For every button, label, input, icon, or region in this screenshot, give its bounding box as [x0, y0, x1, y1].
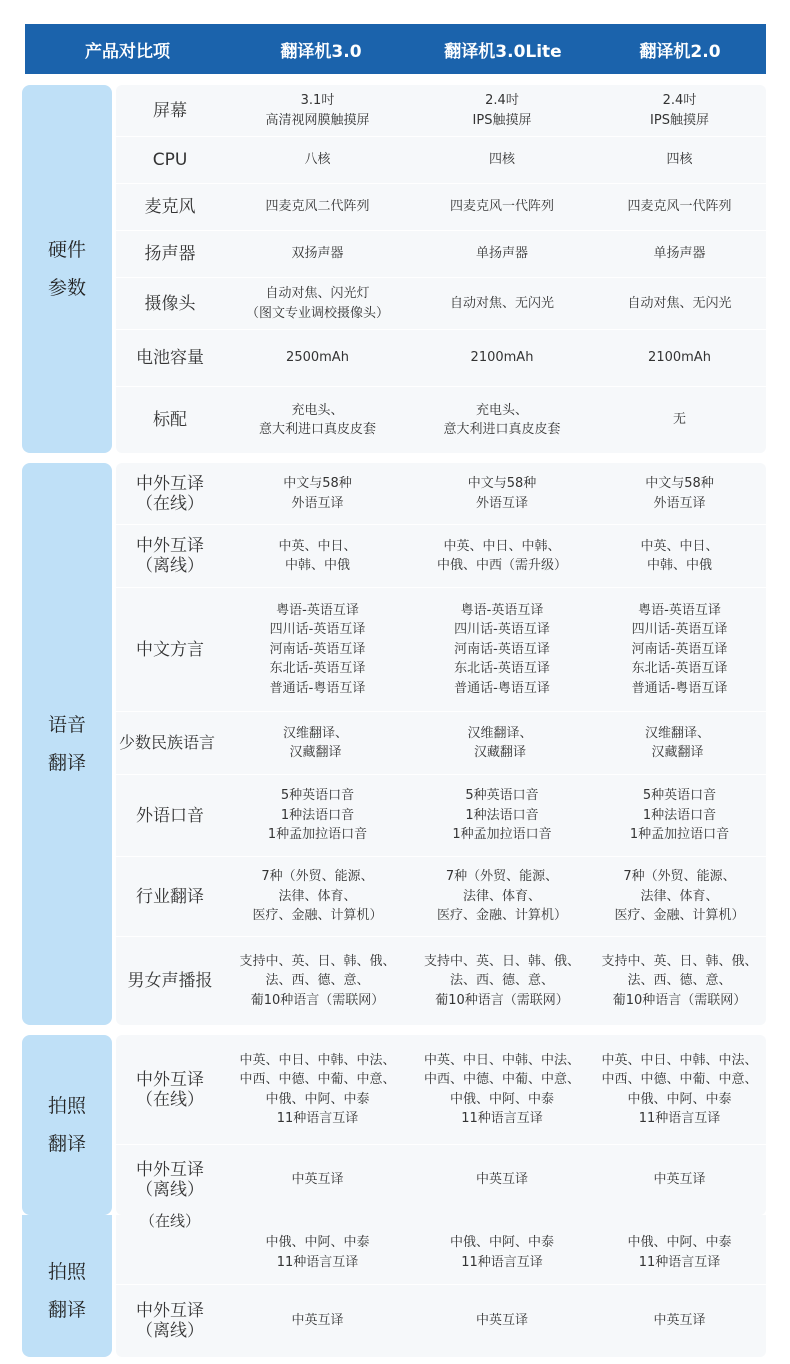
photo-panel	[116, 1035, 766, 1215]
table-cell: 粤语-英语互译 四川话-英语互译 河南话-英语互译 东北话-英语互译 普通话-粤语互译	[454, 602, 550, 696]
table-row	[116, 1285, 766, 1357]
table-row	[116, 775, 766, 857]
section-photo-translation	[22, 1035, 766, 1215]
row-label: 行业翻译	[136, 886, 204, 907]
row-label: 摄像头	[144, 293, 196, 314]
category-photo-translation-repeat	[22, 1215, 112, 1357]
table-cell: 中俄、中阿、中泰 11种语言互译	[265, 1235, 370, 1270]
header-product-3-0-lite: 翻译机3.0Lite	[444, 41, 562, 62]
table-cell: 中英、中日、中韩、中法、 中西、中德、中葡、中意、 中俄、中阿、中泰 11种语言互译	[601, 1052, 758, 1126]
table-cell: 中英、中日、中韩、中法、 中西、中德、中葡、中意、 中俄、中阿、中泰 11种语言互译	[239, 1052, 396, 1126]
table-row	[116, 712, 766, 775]
table-cell: 7种（外贸、能源、 法律、体育、 医疗、金融、计算机）	[614, 869, 745, 924]
table-cell: 充电头、 意大利进口真皮皮套	[443, 402, 561, 437]
table-row	[116, 330, 766, 387]
table-cell: 5种英语口音 1种法语口音 1种孟加拉语口音	[267, 788, 368, 843]
table-row	[116, 1145, 766, 1215]
table-row	[116, 857, 766, 937]
table-row	[116, 387, 766, 453]
table-cell: 支持中、英、日、韩、俄、 法、西、德、意、 葡10种语言（需联网）	[423, 953, 580, 1008]
table-cell: 粤语-英语互译 四川话-英语互译 河南话-英语互译 东北话-英语互译 普通话-粤语互译	[269, 602, 366, 696]
section-hardware	[22, 85, 766, 453]
table-cell: 中英互译	[653, 1313, 706, 1329]
table-cell: 单扬声器	[475, 246, 528, 262]
table-cell: 单扬声器	[653, 246, 706, 262]
table-cell: 2100mAh	[648, 350, 711, 366]
table-cell: 中英、中日、 中韩、中俄	[640, 538, 719, 573]
row-label: 中外互译 （在线）	[136, 473, 204, 514]
table-cell: 自动对焦、闪光灯 （图文专业调校摄像头）	[245, 286, 389, 321]
table-cell: 四麦克风二代阵列	[265, 199, 370, 215]
table-cell: 汉维翻译、 汉藏翻译	[467, 725, 533, 760]
header-compare-item: 产品对比项	[85, 41, 170, 62]
header-product-3-0: 翻译机3.0	[280, 41, 362, 62]
table-cell: 5种英语口音 1种法语口音 1种孟加拉语口音	[629, 788, 730, 843]
table-cell: 7种（外贸、能源、 法律、体育、 医疗、金融、计算机）	[436, 869, 567, 924]
table-cell: 自动对焦、无闪光	[627, 295, 732, 311]
table-cell: 中俄、中阿、中泰 11种语言互译	[627, 1235, 732, 1270]
table-row	[116, 278, 766, 330]
table-cell: 中英、中日、中韩、 中俄、中西（需升级）	[436, 538, 567, 573]
table-row	[116, 1035, 766, 1145]
table-cell: 3.1吋 高清视网膜触摸屏	[265, 93, 370, 128]
table-cell: 中英互译	[475, 1313, 528, 1329]
table-cell: 充电头、 意大利进口真皮皮套	[258, 402, 376, 437]
row-label: 中外互译 （离线）	[136, 1160, 204, 1200]
table-cell: 四核	[488, 152, 515, 168]
table-row	[116, 1212, 766, 1285]
table-cell: 中俄、中阿、中泰 11种语言互译	[449, 1235, 554, 1270]
photo-panel-repeat	[116, 1212, 766, 1357]
table-cell: 中文与58种 外语互译	[283, 476, 352, 511]
table-header	[25, 24, 766, 74]
table-cell: 中文与58种 外语互译	[467, 476, 537, 511]
category-photo-label-repeat: 拍照 翻译	[47, 1261, 86, 1321]
table-cell: 中英互译	[653, 1172, 706, 1188]
table-cell: 中文与58种 外语互译	[645, 476, 714, 511]
table-cell: 无	[672, 412, 686, 428]
table-row	[116, 525, 766, 588]
table-cell: 支持中、英、日、韩、俄、 法、西、德、意、 葡10种语言（需联网）	[239, 953, 396, 1008]
row-label: 电池容量	[136, 348, 204, 368]
row-label: 标配	[153, 410, 187, 430]
table-cell: 2.4吋 IPS触摸屏	[472, 93, 532, 128]
table-cell: 自动对焦、无闪光	[449, 295, 554, 311]
table-cell: 中英、中日、 中韩、中俄	[278, 538, 357, 573]
row-label: 中外互译 （在线）	[136, 1069, 204, 1110]
category-voice-translation	[22, 463, 112, 1025]
category-photo-translation	[22, 1035, 112, 1215]
category-photo-label: 拍照 翻译	[47, 1095, 86, 1155]
row-label: 中文方言	[136, 639, 204, 660]
voice-panel	[116, 463, 766, 1025]
table-cell: 中英互译	[475, 1172, 528, 1188]
category-voice-label: 语音 翻译	[47, 714, 86, 774]
table-cell: 汉维翻译、 汉藏翻译	[644, 725, 710, 760]
table-row	[116, 85, 766, 137]
table-row	[116, 937, 766, 1025]
table-cell: 7种（外贸、能源、 法律、体育、 医疗、金融、计算机）	[252, 869, 383, 924]
table-cell: 汉维翻译、 汉藏翻译	[282, 725, 348, 760]
section-voice-translation	[22, 463, 766, 1025]
table-cell: 粤语-英语互译 四川话-英语互译 河南话-英语互译 东北话-英语互译 普通话-粤语互译	[631, 602, 728, 696]
row-label: 少数民族语言	[118, 733, 215, 752]
table-cell: 中英、中日、中韩、中法、 中西、中德、中葡、中意、 中俄、中阿、中泰 11种语言互译	[423, 1052, 580, 1126]
row-label: 中外互译 （离线）	[136, 536, 204, 576]
table-row	[116, 463, 766, 525]
table-cell: 5种英语口音 1种法语口音 1种孟加拉语口音	[452, 788, 552, 843]
table-cell: 支持中、英、日、韩、俄、 法、西、德、意、 葡10种语言（需联网）	[601, 953, 758, 1008]
table-row	[116, 184, 766, 231]
table-cell: 2.4吋 IPS触摸屏	[650, 93, 709, 128]
table-row	[116, 137, 766, 184]
row-label: 男女声播报	[127, 971, 213, 991]
table-cell: 中英互译	[291, 1172, 344, 1188]
table-cell: 2100mAh	[470, 350, 534, 366]
table-cell: 四核	[666, 152, 693, 168]
row-label: 中外互译 （离线）	[136, 1301, 204, 1341]
row-label: 麦克风	[144, 197, 196, 217]
category-hardware	[22, 85, 112, 453]
table-cell: 四麦克风一代阵列	[627, 199, 732, 215]
table-row	[116, 588, 766, 712]
row-label: （在线）	[139, 1212, 200, 1230]
category-hardware-label: 硬件 参数	[47, 239, 86, 299]
header-product-2-0: 翻译机2.0	[639, 41, 721, 62]
row-label: 外语口音	[136, 805, 204, 826]
table-cell: 八核	[304, 152, 331, 168]
table-cell: 中英互译	[291, 1313, 344, 1329]
row-label: CPU	[152, 150, 188, 170]
hardware-panel	[116, 85, 766, 453]
row-label: 扬声器	[144, 244, 196, 264]
table-row	[116, 231, 766, 278]
table-cell: 双扬声器	[291, 246, 344, 262]
table-cell: 2500mAh	[286, 350, 349, 366]
section-photo-translation-repeat	[22, 1212, 766, 1357]
table-cell: 四麦克风一代阵列	[449, 199, 554, 215]
row-label: 屏幕	[153, 100, 187, 121]
